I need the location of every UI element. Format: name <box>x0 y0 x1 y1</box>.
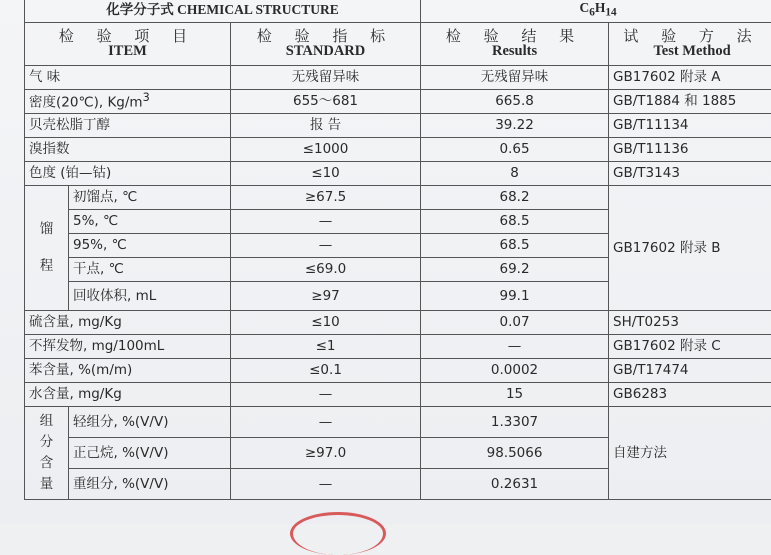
table-row <box>25 90 771 114</box>
result-cell: 99.1 <box>421 282 609 311</box>
method-cell: GB/T3143 <box>609 162 771 186</box>
standard-cell: ≤1000 <box>231 138 421 162</box>
standard-cell: — <box>231 383 421 407</box>
result-cell: 68.5 <box>421 234 609 258</box>
standard-cell: ≤10 <box>231 162 421 186</box>
result-cell: 0.2631 <box>421 469 609 500</box>
result-cell: 39.22 <box>421 114 609 138</box>
standard-cell: — <box>231 469 421 500</box>
table-row <box>25 138 771 162</box>
molecular-formula: $C_6H_{14}$ <box>421 0 771 23</box>
item-cell: 色度 (铂—钴) <box>25 162 231 186</box>
standard-cell: ≥97 <box>231 282 421 311</box>
standard-cell: — <box>231 234 421 258</box>
standard-cell: 报 告 <box>231 114 421 138</box>
title-row <box>25 0 771 23</box>
item-cell: 不挥发物, mg/100mL <box>25 335 231 359</box>
method-cell: GB17602 附录 B <box>609 186 771 311</box>
red-stamp <box>290 512 386 555</box>
table-row <box>25 66 771 90</box>
header-row <box>25 23 771 66</box>
result-cell: 0.0002 <box>421 359 609 383</box>
item-cell: 正己烷, %(V/V) <box>69 438 231 469</box>
item-cell: 气 味 <box>25 66 231 90</box>
table-row <box>25 311 771 335</box>
item-cell: 硫含量, mg/Kg <box>25 311 231 335</box>
item-cell: 水含量, mg/Kg <box>25 383 231 407</box>
method-cell: GB/T11136 <box>609 138 771 162</box>
standard-cell: ≤1 <box>231 335 421 359</box>
item-cell: 回收体积, mL <box>69 282 231 311</box>
structure-label: 化学分子式 CHEMICAL STRUCTURE <box>25 0 421 23</box>
result-cell: 69.2 <box>421 258 609 282</box>
item-cell: 密度(20℃), $Kg/m^3$ <box>25 90 231 114</box>
table-row <box>25 335 771 359</box>
item-cell: 贝壳松脂丁醇 <box>25 114 231 138</box>
result-cell: 1.3307 <box>421 407 609 438</box>
header-standard: 检 验 指 标 STANDARD <box>231 23 421 66</box>
header-method: 试 验 方 法 Test Method <box>609 23 771 66</box>
distillation-group-label: 馏 程 <box>25 186 69 311</box>
standard-cell: ≤10 <box>231 311 421 335</box>
standard-cell: 655～681 <box>231 90 421 114</box>
chemical-spec-table <box>24 0 771 500</box>
item-cell: 初馏点, ℃ <box>69 186 231 210</box>
method-cell: SH/T0253 <box>609 311 771 335</box>
header-item: 检 验 项 目 ITEM <box>25 23 231 66</box>
result-cell: 8 <box>421 162 609 186</box>
table-row <box>25 186 771 210</box>
result-cell: 68.5 <box>421 210 609 234</box>
standard-cell: — <box>231 210 421 234</box>
method-cell: GB/T17474 <box>609 359 771 383</box>
result-cell: 665.8 <box>421 90 609 114</box>
header-results: 检 验 结 果 Results <box>421 23 609 66</box>
result-cell: 15 <box>421 383 609 407</box>
standard-cell: — <box>231 407 421 438</box>
method-cell: GB/T1884 和 1885 <box>609 90 771 114</box>
item-cell: 重组分, %(V/V) <box>69 469 231 500</box>
item-cell: 5%, ℃ <box>69 210 231 234</box>
table-row <box>25 383 771 407</box>
composition-group-label: 组 分 含 量 <box>25 407 69 500</box>
method-cell: GB/T11134 <box>609 114 771 138</box>
result-cell: — <box>421 335 609 359</box>
standard-cell: ≥67.5 <box>231 186 421 210</box>
item-cell: 溴指数 <box>25 138 231 162</box>
result-cell: 98.5066 <box>421 438 609 469</box>
result-cell: 0.07 <box>421 311 609 335</box>
table-row <box>25 114 771 138</box>
method-cell: GB6283 <box>609 383 771 407</box>
method-cell: 自建方法 <box>609 407 771 500</box>
table-row <box>25 359 771 383</box>
item-cell: 95%, ℃ <box>69 234 231 258</box>
table-row <box>25 407 771 438</box>
standard-cell: ≤0.1 <box>231 359 421 383</box>
standard-cell: 无残留异味 <box>231 66 421 90</box>
standard-cell: ≤69.0 <box>231 258 421 282</box>
result-cell: 68.2 <box>421 186 609 210</box>
result-cell: 无残留异味 <box>421 66 609 90</box>
item-cell: 轻组分, %(V/V) <box>69 407 231 438</box>
result-cell: 0.65 <box>421 138 609 162</box>
method-cell: GB17602 附录 C <box>609 335 771 359</box>
item-cell: 干点, ℃ <box>69 258 231 282</box>
item-cell: 苯含量, %(m/m) <box>25 359 231 383</box>
standard-cell: ≥97.0 <box>231 438 421 469</box>
method-cell: GB17602 附录 A <box>609 66 771 90</box>
table-row <box>25 162 771 186</box>
